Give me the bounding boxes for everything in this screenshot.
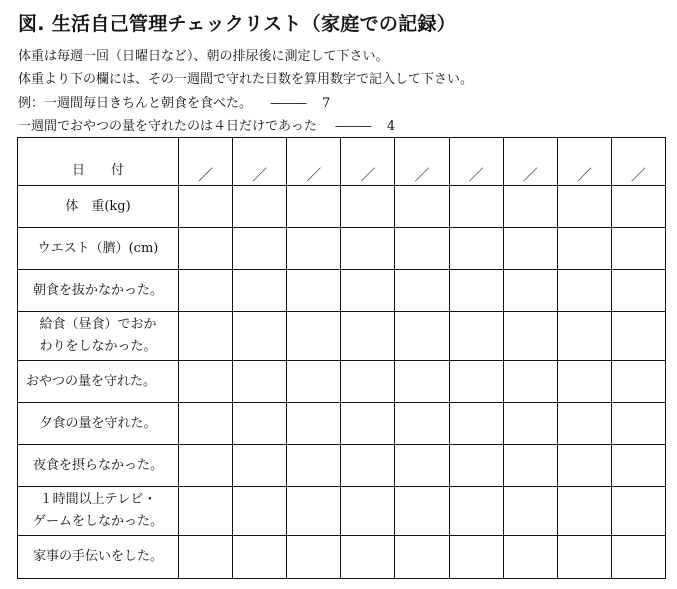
entry-cell[interactable] bbox=[341, 536, 395, 579]
entry-cell[interactable] bbox=[503, 536, 557, 579]
entry-cell[interactable] bbox=[395, 186, 449, 228]
row-label-waist: ウエスト（臍）(cm) bbox=[18, 228, 179, 270]
entry-cell[interactable] bbox=[557, 186, 611, 228]
example-value: 4 bbox=[386, 118, 396, 134]
table-row bbox=[18, 186, 666, 228]
entry-cell[interactable] bbox=[395, 228, 449, 270]
entry-cell[interactable] bbox=[503, 270, 557, 312]
entry-cell[interactable] bbox=[611, 487, 665, 536]
table-row bbox=[18, 270, 666, 312]
entry-cell[interactable] bbox=[557, 536, 611, 579]
entry-cell[interactable] bbox=[233, 487, 287, 536]
date-cell[interactable]: ／ bbox=[233, 138, 287, 186]
entry-cell[interactable] bbox=[557, 270, 611, 312]
entry-cell[interactable] bbox=[449, 270, 503, 312]
date-cell[interactable]: ／ bbox=[287, 138, 341, 186]
example-text: 一週間でおやつの量を守れたのは４日だけであった bbox=[18, 118, 317, 134]
row-label-breakfast: 朝食を抜かなかった。 bbox=[18, 270, 179, 312]
table-row bbox=[18, 536, 666, 579]
row-label-latenight: 夜食を摂らなかった。 bbox=[18, 445, 179, 487]
entry-cell[interactable] bbox=[557, 403, 611, 445]
entry-cell[interactable] bbox=[611, 403, 665, 445]
entry-cell[interactable] bbox=[233, 312, 287, 361]
entry-cell[interactable] bbox=[557, 487, 611, 536]
example-text: 例：一週間毎日きちんと朝食を食べた。 bbox=[18, 95, 253, 111]
date-cell[interactable]: ／ bbox=[179, 138, 233, 186]
entry-cell[interactable] bbox=[611, 361, 665, 403]
entry-cell[interactable] bbox=[233, 228, 287, 270]
instruction-line: 体重より下の欄には、その一週間で守れた日数を算用数字で記入して下さい。 bbox=[18, 72, 474, 88]
entry-cell[interactable] bbox=[395, 487, 449, 536]
entry-cell[interactable] bbox=[233, 536, 287, 579]
entry-cell[interactable] bbox=[287, 312, 341, 361]
entry-cell[interactable] bbox=[449, 361, 503, 403]
entry-cell[interactable] bbox=[287, 186, 341, 228]
entry-cell[interactable] bbox=[179, 361, 233, 403]
row-label-line: ゲームをしなかった。 bbox=[32, 514, 163, 529]
example-value: 7 bbox=[322, 95, 331, 111]
entry-cell[interactable] bbox=[449, 445, 503, 487]
entry-cell[interactable] bbox=[611, 270, 665, 312]
entry-cell[interactable] bbox=[287, 487, 341, 536]
table-row bbox=[18, 361, 666, 403]
entry-cell[interactable] bbox=[503, 228, 557, 270]
date-cell[interactable]: ／ bbox=[341, 138, 395, 186]
entry-cell[interactable] bbox=[179, 487, 233, 536]
example-dash: ——— bbox=[334, 118, 371, 134]
entry-cell[interactable] bbox=[179, 270, 233, 312]
entry-cell[interactable] bbox=[179, 536, 233, 579]
example-line bbox=[18, 92, 473, 115]
date-cell[interactable]: ／ bbox=[503, 138, 557, 186]
entry-cell[interactable] bbox=[449, 228, 503, 270]
entry-cell[interactable] bbox=[341, 186, 395, 228]
date-cell[interactable]: ／ bbox=[449, 138, 503, 186]
instructions bbox=[18, 45, 473, 138]
entry-cell[interactable] bbox=[233, 403, 287, 445]
entry-cell[interactable] bbox=[503, 487, 557, 536]
entry-cell[interactable] bbox=[341, 312, 395, 361]
entry-cell[interactable] bbox=[395, 445, 449, 487]
row-label-screen-time bbox=[18, 487, 179, 536]
entry-cell[interactable] bbox=[449, 487, 503, 536]
entry-cell[interactable] bbox=[341, 270, 395, 312]
entry-cell[interactable] bbox=[611, 312, 665, 361]
row-label-line: １時間以上テレビ・ bbox=[39, 492, 157, 507]
entry-cell[interactable] bbox=[395, 361, 449, 403]
table-row bbox=[18, 487, 666, 536]
row-label-housework: 家事の手伝いをした。 bbox=[18, 536, 179, 579]
entry-cell[interactable] bbox=[233, 445, 287, 487]
entry-cell[interactable] bbox=[611, 536, 665, 579]
row-label-weight: 体 重(kg) bbox=[18, 186, 179, 228]
table-row bbox=[18, 403, 666, 445]
entry-cell[interactable] bbox=[503, 361, 557, 403]
row-label-line: 給食（昼食）でおか bbox=[39, 317, 157, 332]
entry-cell[interactable] bbox=[287, 361, 341, 403]
date-cell[interactable]: ／ bbox=[557, 138, 611, 186]
entry-cell[interactable] bbox=[179, 228, 233, 270]
checklist-table bbox=[17, 137, 666, 579]
entry-cell[interactable] bbox=[341, 445, 395, 487]
date-row bbox=[18, 138, 666, 186]
entry-cell[interactable] bbox=[341, 403, 395, 445]
row-label-dinner: 夕食の量を守れた。 bbox=[18, 403, 179, 445]
row-label-lunch bbox=[18, 312, 179, 361]
entry-cell[interactable] bbox=[179, 445, 233, 487]
entry-cell[interactable] bbox=[557, 361, 611, 403]
entry-cell[interactable] bbox=[179, 312, 233, 361]
entry-cell[interactable] bbox=[557, 228, 611, 270]
row-label-snack: おやつの量を守れた。 bbox=[18, 361, 179, 403]
entry-cell[interactable] bbox=[395, 536, 449, 579]
page-title: 図. 生活自己管理チェックリスト（家庭での記録） bbox=[18, 13, 457, 35]
date-cell[interactable]: ／ bbox=[611, 138, 665, 186]
entry-cell[interactable] bbox=[449, 312, 503, 361]
table-row bbox=[18, 445, 666, 487]
entry-cell[interactable] bbox=[557, 445, 611, 487]
table-row bbox=[18, 312, 666, 361]
date-label: 日 付 bbox=[18, 138, 179, 186]
entry-cell[interactable] bbox=[611, 186, 665, 228]
entry-cell[interactable] bbox=[341, 361, 395, 403]
row-label-line: わりをしなかった。 bbox=[39, 339, 157, 354]
entry-cell[interactable] bbox=[341, 487, 395, 536]
entry-cell[interactable] bbox=[233, 270, 287, 312]
entry-cell[interactable] bbox=[179, 403, 233, 445]
entry-cell[interactable] bbox=[287, 270, 341, 312]
table-row bbox=[18, 228, 666, 270]
entry-cell[interactable] bbox=[503, 403, 557, 445]
entry-cell[interactable] bbox=[287, 228, 341, 270]
example-line bbox=[18, 115, 473, 138]
entry-cell[interactable] bbox=[233, 361, 287, 403]
entry-cell[interactable] bbox=[449, 186, 503, 228]
entry-cell[interactable] bbox=[503, 312, 557, 361]
example-dash: ——— bbox=[270, 95, 307, 111]
entry-cell[interactable] bbox=[611, 445, 665, 487]
entry-cell[interactable] bbox=[395, 270, 449, 312]
entry-cell[interactable] bbox=[395, 403, 449, 445]
entry-cell[interactable] bbox=[341, 228, 395, 270]
entry-cell[interactable] bbox=[287, 403, 341, 445]
entry-cell[interactable] bbox=[611, 228, 665, 270]
entry-cell[interactable] bbox=[287, 536, 341, 579]
entry-cell[interactable] bbox=[233, 186, 287, 228]
date-cell[interactable]: ／ bbox=[395, 138, 449, 186]
entry-cell[interactable] bbox=[557, 312, 611, 361]
entry-cell[interactable] bbox=[395, 312, 449, 361]
entry-cell[interactable] bbox=[503, 445, 557, 487]
entry-cell[interactable] bbox=[449, 403, 503, 445]
entry-cell[interactable] bbox=[179, 186, 233, 228]
entry-cell[interactable] bbox=[503, 186, 557, 228]
entry-cell[interactable] bbox=[449, 536, 503, 579]
instruction-line: 体重は毎週一回（日曜日など）、朝の排尿後に測定して下さい。 bbox=[18, 49, 389, 64]
entry-cell[interactable] bbox=[287, 445, 341, 487]
